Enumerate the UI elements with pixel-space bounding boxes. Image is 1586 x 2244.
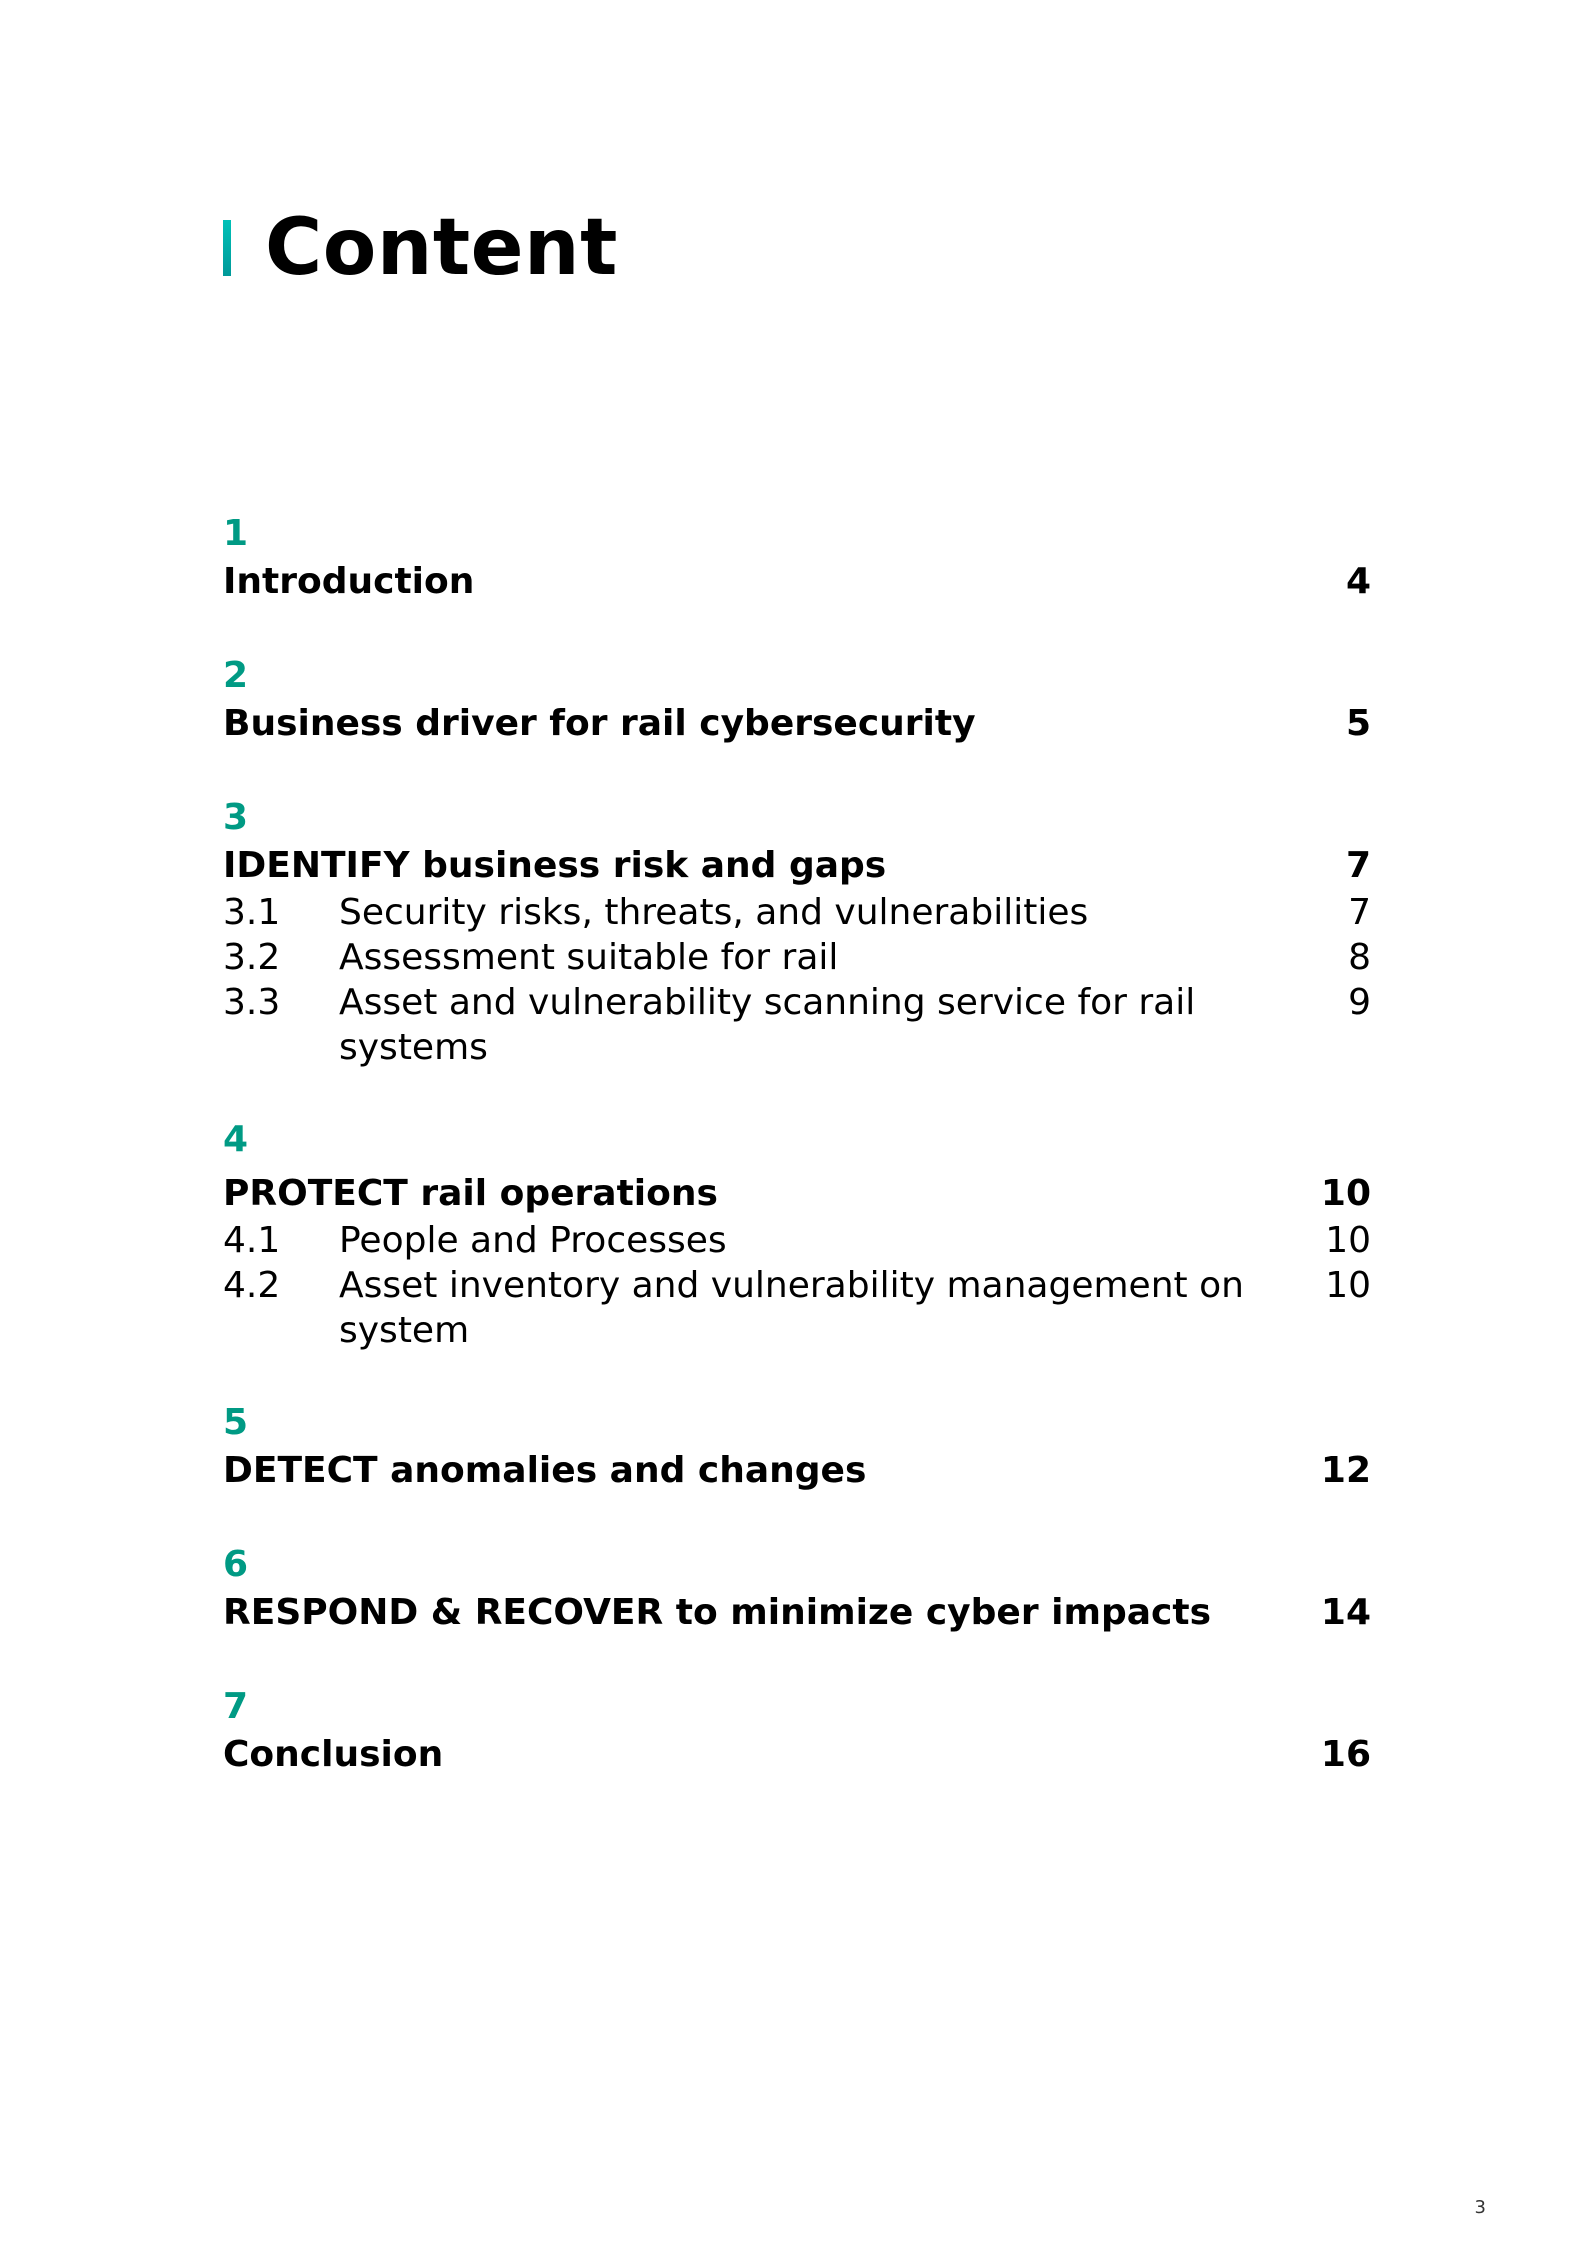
subsection-number: 3.3 <box>223 982 281 1023</box>
page-number: 3 <box>1474 2197 1486 2218</box>
chapter-number: 7 <box>223 1686 249 1727</box>
chapter-number: 1 <box>223 513 249 554</box>
chapter-page: 16 <box>1320 1734 1371 1775</box>
chapter-number: 5 <box>223 1402 249 1443</box>
title-accent-bar <box>223 220 231 276</box>
subsection-title: Asset and vulnerability scanning service for rail systems <box>339 982 1196 1068</box>
toc-entry-business-driver[interactable] <box>223 700 1371 748</box>
subsection-number: 3.1 <box>223 892 281 933</box>
subsection-title: Asset inventory and vulnerability management on system <box>339 1265 1244 1351</box>
subsection-title: Assessment suitable for rail <box>339 937 839 978</box>
chapter-page: 14 <box>1320 1592 1371 1633</box>
toc-entry-protect[interactable] <box>223 1170 1371 1218</box>
subsection-number: 4.2 <box>223 1265 281 1306</box>
chapter-number: 4 <box>223 1119 249 1160</box>
toc-entry-respond-recover[interactable] <box>223 1589 1371 1637</box>
subsection-title: Security risks, threats, and vulnerabilities <box>339 892 1089 933</box>
toc-chapter-1 <box>223 510 1371 606</box>
chapter-page: 10 <box>1320 1173 1371 1214</box>
chapter-title: IDENTIFY business risk and gaps <box>223 845 887 886</box>
chapter-title: RESPOND & RECOVER to minimize cyber impacts <box>223 1592 1211 1633</box>
chapter-number: 3 <box>223 797 249 838</box>
subsection-page: 7 <box>1348 892 1371 933</box>
chapter-page: 4 <box>1345 561 1371 602</box>
toc-entry-conclusion[interactable] <box>223 1731 1371 1779</box>
subsection-number: 4.1 <box>223 1220 281 1261</box>
toc-chapter-2 <box>223 652 1371 748</box>
chapter-page: 5 <box>1345 703 1371 744</box>
toc-entry-introduction[interactable] <box>223 558 1371 606</box>
subsection-page: 8 <box>1348 937 1371 978</box>
toc-chapter-4 <box>223 1116 1371 1353</box>
toc-subentry-4-1[interactable] <box>223 1218 1371 1263</box>
chapter-title: Introduction <box>223 561 475 602</box>
subsection-page: 9 <box>1348 982 1371 1023</box>
toc-subentry-4-2[interactable] <box>223 1263 1371 1353</box>
chapter-page: 7 <box>1345 845 1371 886</box>
table-of-contents <box>223 510 1371 1825</box>
chapter-title: DETECT anomalies and changes <box>223 1450 867 1491</box>
toc-chapter-5 <box>223 1399 1371 1495</box>
subsection-title: People and Processes <box>339 1220 727 1261</box>
chapter-number: 6 <box>223 1544 249 1585</box>
toc-chapter-7 <box>223 1683 1371 1779</box>
toc-entry-detect[interactable] <box>223 1447 1371 1495</box>
chapter-title: Business driver for rail cybersecurity <box>223 703 976 744</box>
page-header <box>223 203 618 293</box>
chapter-title: PROTECT rail operations <box>223 1173 718 1214</box>
chapter-title: Conclusion <box>223 1734 444 1775</box>
chapter-page: 12 <box>1320 1450 1371 1491</box>
toc-chapter-3 <box>223 794 1371 1070</box>
chapter-number: 2 <box>223 655 249 696</box>
toc-subentry-3-1[interactable] <box>223 890 1371 935</box>
toc-entry-identify[interactable] <box>223 842 1371 890</box>
subsection-page: 10 <box>1325 1220 1371 1261</box>
subsection-number: 3.2 <box>223 937 281 978</box>
page-title: Content <box>265 203 618 293</box>
toc-subentry-3-3[interactable] <box>223 980 1371 1070</box>
toc-subentry-3-2[interactable] <box>223 935 1371 980</box>
subsection-page: 10 <box>1325 1265 1371 1306</box>
toc-chapter-6 <box>223 1541 1371 1637</box>
